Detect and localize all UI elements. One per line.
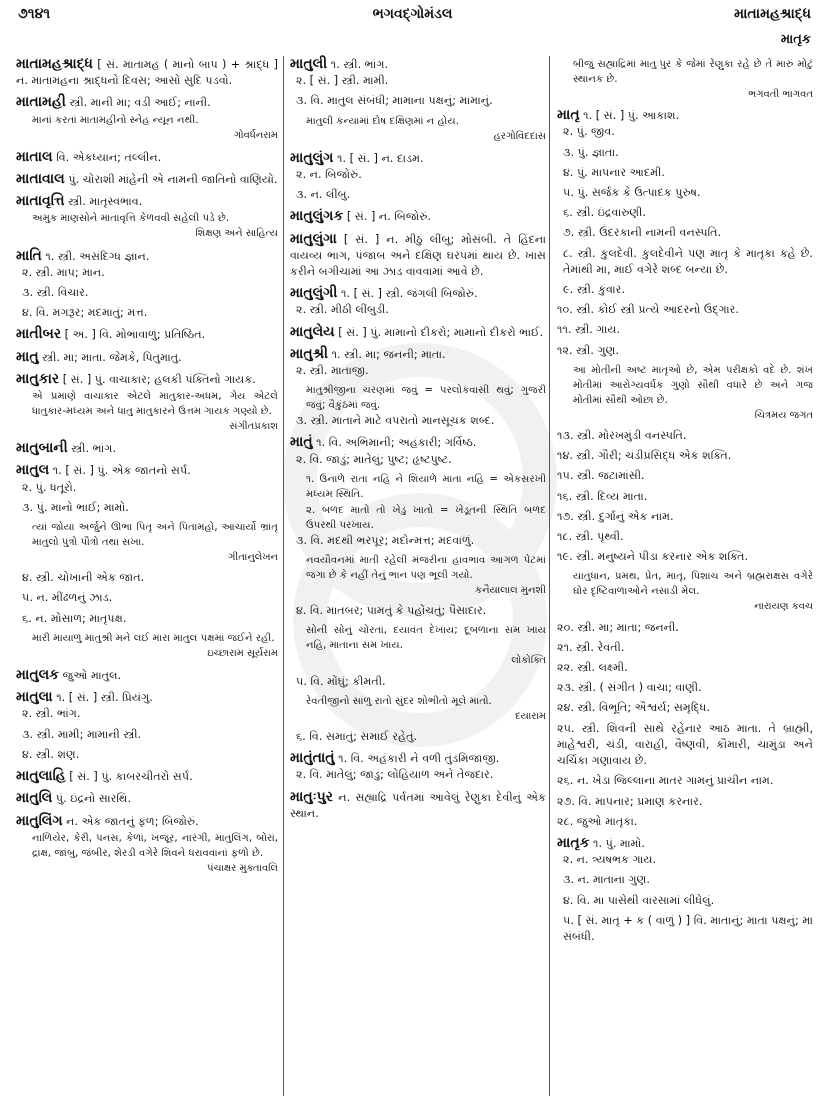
dictionary-entry <box>16 349 278 366</box>
dictionary-entry <box>557 835 813 945</box>
sense: ૩. સ્ત્રી. મામી; મામાની સ્ત્રી. <box>22 727 142 741</box>
sense: ૬. વિ. સમાતું; સમાઈ રહેતું. <box>296 730 418 744</box>
headword: માતુલ <box>16 462 50 479</box>
headword: માતાવૃત્તિ <box>16 193 65 210</box>
headword: માતુલુંગક <box>290 208 344 225</box>
definition: ન. એક જાતનું ફળ; બિજોરું. <box>66 814 199 828</box>
headword: માતુલાહિ <box>16 768 66 785</box>
headword: માતાલ <box>16 148 53 165</box>
citation-source: હરગોવિંદદાસ <box>493 130 546 142</box>
headword: માતુકાર <box>16 370 60 387</box>
citation-quote: મારી માયાળુ માતુશ્રી મને લઈ મારા માતુલ પક્ષમાં જઈને રહી. <box>32 632 275 644</box>
headword: માતુલક <box>16 667 60 684</box>
sense: ૩. સ્ત્રી. વિચાર. <box>22 286 89 300</box>
dictionary-entry <box>16 440 278 457</box>
sense: ૧૨. સ્ત્રી. ગુણ. <box>557 343 619 357</box>
definition: સ્ત્રી. માતૃસ્વભાવ. <box>68 195 143 209</box>
headword: માતીબર <box>16 326 62 343</box>
headword: માતુંતાતું <box>290 750 335 767</box>
sense: ૩. પું. માનો ભાઈ; મામો. <box>22 500 129 514</box>
citation-source: પંચાક્ષર મુક્તાવલિ <box>206 862 278 874</box>
citation-quote: આ મોતીની અષ્ટ માતૃઓ છે, એમ પરીક્ષકો વદે છે. શંખ મોતીમાં આરોગ્યવર્ધક ગુણો સૌથી વધારે છે અને ગજ મોતીમાં સૌથી ઓછા છે. <box>573 364 813 406</box>
dictionary-entry <box>16 667 278 684</box>
citation-quote: સોની સોનું ચોરતાં, દયાવંત દેખાય; દૂબળાના સમ ખાય નહિ, માતાના સમ ખાય. <box>306 625 546 652</box>
sense: ૫. ન. મીંઢળનું ઝાડ. <box>22 591 113 605</box>
sense: ૧૭. સ્ત્રી. દુર્ગાનું એક નામ. <box>557 509 674 523</box>
citation-source: ચિત્રમય જગત <box>754 409 813 421</box>
headword: માતુલુંગી <box>290 285 338 302</box>
definition: પું. ઇંદ્રનો સારથિ. <box>55 792 132 806</box>
sense: ૨૨. સ્ત્રી. લક્ષ્મી. <box>557 661 628 675</box>
column-divider <box>549 56 550 1096</box>
dictionary-entry <box>290 750 546 783</box>
column-2 <box>290 56 546 827</box>
citation-quote: અમુક માણસોને માતાવૃત્તિ કેળવવી સહેલી પડે છે. <box>32 213 230 225</box>
dictionary-entry <box>290 789 546 822</box>
citation-quote: રેવતીજીનો સાળુ રાતો સુંદર શોભીતો મૂલે માતો. <box>306 695 492 707</box>
definition: વિ. એકધ્યાન; તલ્લીન. <box>56 150 162 164</box>
headword: માતુલુંગા <box>290 230 337 247</box>
dictionary-entry <box>290 231 546 281</box>
headword: માતામહી <box>16 94 66 111</box>
column-divider <box>283 56 284 1096</box>
dictionary-entry <box>290 208 546 225</box>
dictionary-entry <box>16 462 278 662</box>
dictionary-entry <box>290 434 546 745</box>
sense: ૨. ન. ત્ર્યષભક ગાય. <box>563 853 657 867</box>
citation-quote: એ પ્રમાણે વાચાકાર એટલે માતુકાર-અધમ, ગેય એટલે ધાતુકાર-મધ્યમ અને ધાતુ માતુકારને ઉત્તમ ગાયક ગણ્યો છે. <box>32 391 278 418</box>
dictionary-entry <box>16 326 278 343</box>
citation-quote: ૨. બળદ માતો તો ખેડુ ખાતો = ખેડૂતની સ્થિતિ બળદ ઉપરથી પરખાય. <box>306 504 546 531</box>
column-1 <box>16 56 278 882</box>
sense: ૨૮. જુઓ માતૃકા. <box>557 814 638 828</box>
citation-quote: ૧. ઉનાળે રાતા નહિ ને શિયાળે માતા નહિ = એકસરખી મધ્યમ સ્થિતિ. <box>306 473 546 500</box>
sense: ૧. [ સં. ] ન. દાડમ. <box>336 151 424 165</box>
citation-source: ઇચ્છારામ સૂર્યરામ <box>207 647 278 659</box>
definition: [ સં. માતામહ ( માનો બાપ ) + શ્રાદ્ધ ] ન. માતામહના શ્રાદ્ધનો દિવસ; આસો સુદિ પડવો. <box>16 58 278 88</box>
dictionary-entry <box>16 171 278 188</box>
sense: ૨. સ્ત્રી. માપ; માન. <box>22 265 105 279</box>
citation-quote: માનાં કરતાં માતામહીનો સ્નેહ ન્યૂન નથી. <box>32 114 199 126</box>
definition: પું. ચોરાશી માંહેની એ નામની જાતિનો વાણિયો. <box>68 173 278 187</box>
dictionary-entry <box>16 149 278 166</box>
sense: ૧. વિ. અભિમાની; અહંકારી; ગર્વિષ્ઠ. <box>316 436 477 450</box>
headword: માતુશ્રી <box>290 345 329 362</box>
sense: ૧૮. સ્ત્રી. પૃથ્વી. <box>557 530 624 544</box>
dictionary-entry <box>290 324 546 341</box>
definition: ન. સહ્યાદ્રિ પર્વતમાં આવેલું રેણુકા દેવીનું એક સ્થાન. <box>290 790 546 820</box>
headword: માતુલિંગ <box>16 812 63 829</box>
headword: માતુલેય <box>290 323 335 340</box>
sense: ૫. પું. સર્જક કે ઉત્પાદક પુરુષ. <box>563 186 701 200</box>
sense: ૨. પું. ધતૂરો. <box>22 480 77 494</box>
citation-source: ભગવતી ભાગવત <box>748 89 813 100</box>
dictionary-entry <box>16 193 278 242</box>
cross-reference: જુઓ માતુલ. <box>62 669 122 683</box>
sense: ૪. સ્ત્રી. ચોખાની એક જાત. <box>22 571 145 585</box>
sense: ૫. [ સં. માતૃ + ક ( વાળું ) ] વિ. માતાનું; માતા પક્ષનું; મા સંબંધી. <box>563 913 813 943</box>
dictionary-entry <box>16 56 278 89</box>
citation-source: દયારામ <box>515 710 546 722</box>
dictionary-entry <box>557 107 813 830</box>
sense: ૧. [ સં. ] સ્ત્રી. જંગલી બિજોરું. <box>340 287 478 301</box>
sense: ૧૯. સ્ત્રી. મનુષ્યને પીડા કરનાર એક શક્તિ. <box>557 550 749 564</box>
dictionary-entry <box>16 813 278 877</box>
citation-quote: નવયૌવનમાં માતી રહેલી મંજરીના હાવભાવ આગળ પેટમાં જગા છે કે નહીં તેનું ભાન પણ ભૂલી ગયો. <box>306 555 546 582</box>
sense: ૪. પું. માપનાર આદમી. <box>563 165 665 179</box>
citation-quote: બીજું સહ્યાદ્રિમાં માતુઃપુર કે જેમાં રેણુકા રહે છે તે મારું મોટું સ્થાનક છે. <box>573 59 813 85</box>
sense: ૨. સ્ત્રી. ભાંગ. <box>22 707 81 721</box>
sense: ૩. પું. જ્ઞાતા. <box>563 145 619 159</box>
dictionary-entry <box>16 768 278 785</box>
sense: ૧. [ સં. ] પું. આકાશ. <box>583 109 680 123</box>
citation-source: લોકોક્તિ <box>511 655 546 667</box>
sense: ૧૩. સ્ત્રી. મોરખમુંડી વનસ્પતિ. <box>557 429 687 443</box>
sense: ૩. ન. માતાના ગુણ. <box>563 873 650 887</box>
sense: ૬. ન. મોસાળ; માતૃપક્ષ. <box>22 611 127 625</box>
dictionary-entry <box>16 94 278 143</box>
citation-quote: ત્યાં જોયા અર્જુને ઊભા પિતૃ અને પિતામહો, આચાર્યો ભ્રાતૃ માતુલો પુત્રો પૌત્રો તથા સખા. <box>32 522 278 549</box>
sense: ૨૪. સ્ત્રી. વિભૂતિ; ઐશ્વર્ય; સમૃદ્ધિ. <box>557 701 710 715</box>
citation-source: કનૈયાલાલ મુનશી <box>475 585 546 597</box>
dictionary-entry <box>290 346 546 430</box>
sense: ૧૧. સ્ત્રી. ગાય. <box>557 323 621 337</box>
column-3 <box>557 56 813 950</box>
sense: ૧૫. સ્ત્રી. જટામાંસી. <box>557 469 645 483</box>
sense: ૨. પું. જીવ. <box>563 125 615 139</box>
headword: માતું <box>290 434 313 451</box>
sense: ૫. વિ. મોંઘું; કીમતી. <box>296 674 386 688</box>
sense: ૧. [ સં. ] સ્ત્રી. પ્રિયંગુ. <box>56 691 153 705</box>
headword: માતુલુંગ <box>290 149 334 166</box>
citation-source: શિક્ષણ અને સાહિત્ય <box>195 228 278 240</box>
sense: ૨૫. સ્ત્રી. શિવની સાથે રહેનાર આઠ માતા. તે બ્રાહ્મી, માહેશ્વરી, ચંડી, વારાહી, વૈષ્ણવી, કૌમારી, ચામુંડા અને ચર્ચિકા ગણાવાય છે. <box>557 721 813 768</box>
sense: ૪. વિ. માતબર; પામતું કે પહોંચતું; પૈસાદાર. <box>296 604 487 618</box>
sense: ૧. સ્ત્રી. મા; જનની; માતા. <box>331 347 446 361</box>
definition: [ સં. ] ન. મીઠું લીંબુ; મોસંબી. તે હિંદના વાયવ્ય ભાગ, પંજાબ અને દક્ષિણ ઘરપમાં થાય છે. ખાસ કરીને બગીચામાં આ ઝાડ વાવવામાં આવે છે. <box>290 232 547 279</box>
definition: સ્ત્રી. માની મા; વડી આઈ; નાની. <box>69 96 211 110</box>
sense: ૨. વિ. માતેલું; જાડું; લોહિયાળ અને તેજદાર. <box>296 768 494 782</box>
sense: ૩. સ્ત્રી. માતાને માટે વપરાતો માનસૂચક શબ્દ. <box>296 414 495 428</box>
sense: ૨૦. સ્ત્રી. મા; માતા; જનની. <box>557 620 679 634</box>
page-header <box>0 0 825 60</box>
guide-word-first: માતામહશ્રાદ્ધ <box>734 6 811 22</box>
sense: ૧. [ સં. ] પું. એક જાતનો સર્પ. <box>52 464 191 478</box>
sense: ૬. સ્ત્રી. ઇંદ્રવારુણી. <box>563 206 646 220</box>
sense: ૮. સ્ત્રી. કુલદેવી. કુલદેવીને પણ માતૃ કે માતૃકા કહે છે. તેમાંથી મા, માઈ વગેરે શબ્દ બન્યા છે. <box>563 246 813 276</box>
sense: ૯. સ્ત્રી. કુંવાર. <box>563 283 626 297</box>
citation-source: સંગીતપ્રકાશ <box>229 421 278 433</box>
definition: [ સં. ] ન. બિજોરું. <box>346 210 431 224</box>
sense: ૧. પું. મામો. <box>593 836 645 850</box>
definition: સ્ત્રી. ભાંગ. <box>71 442 117 456</box>
definition: [ અ. ] વિ. મોભાવાળું; પ્રતિષ્ઠિત. <box>64 328 206 342</box>
dictionary-entry <box>16 790 278 807</box>
headword: માતૃ <box>557 107 580 124</box>
headword: માતૃક <box>557 834 590 851</box>
sense: ૪. વિ. મા પાસેથી વારસામાં લીધેલું. <box>563 893 715 907</box>
definition: [ સં. ] પું. કાબરચીતરો સર્પ. <box>69 770 193 784</box>
sense: ૨. સ્ત્રી. માતાજી. <box>296 364 369 378</box>
citation-quote: યાતુધાન, પ્રમથ, પ્રેત, માતૃ, પિશાચ અને બ્રહ્મરાક્ષસ વગેરે ઘોર દૃષ્ટિવાળાઓને નસાડી મેલ. <box>573 571 813 598</box>
definition: [ સં. ] પું. મામાનો દીકરો; મામાનો દીકરો ભાઈ. <box>338 325 544 339</box>
sense: ૪. સ્ત્રી. શણ. <box>22 747 80 761</box>
dictionary-entry <box>290 150 546 204</box>
sense: ૩. વિ. માતુલ સંબંધી; મામાના પક્ષનું; મામાનું. <box>296 94 493 108</box>
citation-quote: નાળિયેર, કેરી, પનસ, કેળાં, ખજૂર, નારંગી, માતુલિંગ, બોરાં, દ્રાક્ષ, જાંબુ, જંબીર, શેરડી વગેરે શિવને ધરાવવાનાં ફળો છે. <box>32 832 278 859</box>
dictionary-entry <box>290 56 546 145</box>
sense: ૧૬. સ્ત્રી. દિવ્ય માતા. <box>557 489 648 503</box>
running-title: ભગવદ્ગોમંડલ <box>372 6 453 22</box>
sense: ૧૪. સ્ત્રી. ગૌરી; ચંડીપ્રસિદ્ધ એક શક્તિ. <box>557 449 732 463</box>
citation-quote: માતુલી કન્યામાં દોષ દક્ષિણમાં ન હોય. <box>306 115 459 127</box>
sense: ૨. ન. બિજોરું. <box>296 168 362 182</box>
sense: ૨. સ્ત્રી. મીઠી લીંબુડી. <box>296 303 389 317</box>
sense: ૨૧. સ્ત્રી. રેવતી. <box>557 640 625 654</box>
sense: ૨. [ સં. ] સ્ત્રી. મામી. <box>296 74 389 88</box>
dictionary-entry <box>16 371 278 435</box>
guide-word-last: માતૃક <box>780 32 811 47</box>
headword: માતામહશ્રાદ્ધ <box>16 56 93 72</box>
citation-quote: માતુશ્રીજીના ચરણમાં જવું = પરલોકવાસી થવું; ગુજરી જવું; વૈકુંઠમાં જવું. <box>306 385 546 412</box>
headword: માતાવાલ <box>16 171 65 188</box>
citation-source: ગીતાનુલેખન <box>228 552 278 564</box>
page-number: ૭૧૪૧ <box>18 6 51 22</box>
sense: ૨૩. સ્ત્રી. ( સંગીત ) વાચા; વાણી. <box>557 681 702 695</box>
dictionary-entry <box>16 689 278 763</box>
sense: ૧. વિ. અહંકારી ને વળી તુંડમિજાજી. <box>338 752 500 766</box>
citation-source: ગોવર્ધનરામ <box>233 129 278 141</box>
sense: ૧. સ્ત્રી. અસંદિગ્ધ જ્ઞાન. <box>45 249 150 263</box>
headword: માતુલિ <box>16 790 53 807</box>
sense: ૭. સ્ત્રી. ઉંદરકાની નામની વનસ્પતિ. <box>563 226 722 240</box>
headword: માતુ <box>16 348 39 365</box>
sense: ૩. વિ. મદથી ભરપૂર; મદોન્મત્ત; મદવાળું. <box>296 533 475 547</box>
headword: માતુલી <box>290 56 328 72</box>
sense: ૪. વિ. મગરૂર; મદમાતું; મત્ત. <box>22 306 148 320</box>
headword: માતુલા <box>16 689 53 706</box>
headword: માતુબાની <box>16 440 68 457</box>
sense: ૨૭. વિ. માપનાર; પ્રમાણ કરનાર. <box>557 794 703 808</box>
headword: માતુઃપુર <box>290 788 333 805</box>
sense: ૧. સ્ત્રી. ભાંગ. <box>330 58 389 71</box>
definition: સ્ત્રી. મા; માતા. જેમકે, પિતુમાતુ. <box>42 350 182 364</box>
sense: ૧૦. સ્ત્રી. કોઈ સ્ત્રી પ્રત્યે આદરનો ઉદ્ગાર. <box>557 303 739 317</box>
dictionary-entry <box>16 248 278 322</box>
sense: ૨૬. ન. ખેડા જિલ્લાના માતર ગામનું પ્રાચીન નામ. <box>557 774 774 788</box>
definition: [ સં. ] પું. વાચાકાર; હલકી પંક્તિનો ગાયક. <box>62 372 256 386</box>
dictionary-entry <box>290 285 546 318</box>
citation-source: નારાયણ કવચ <box>754 601 813 613</box>
sense: ૩. ન. લીંબુ. <box>296 188 351 202</box>
sense: ૨. વિ. જાડું; માતેલું; પુષ્ટ; હૃષ્ટપુષ્ટ. <box>296 452 452 466</box>
headword: માતિ <box>16 247 42 264</box>
